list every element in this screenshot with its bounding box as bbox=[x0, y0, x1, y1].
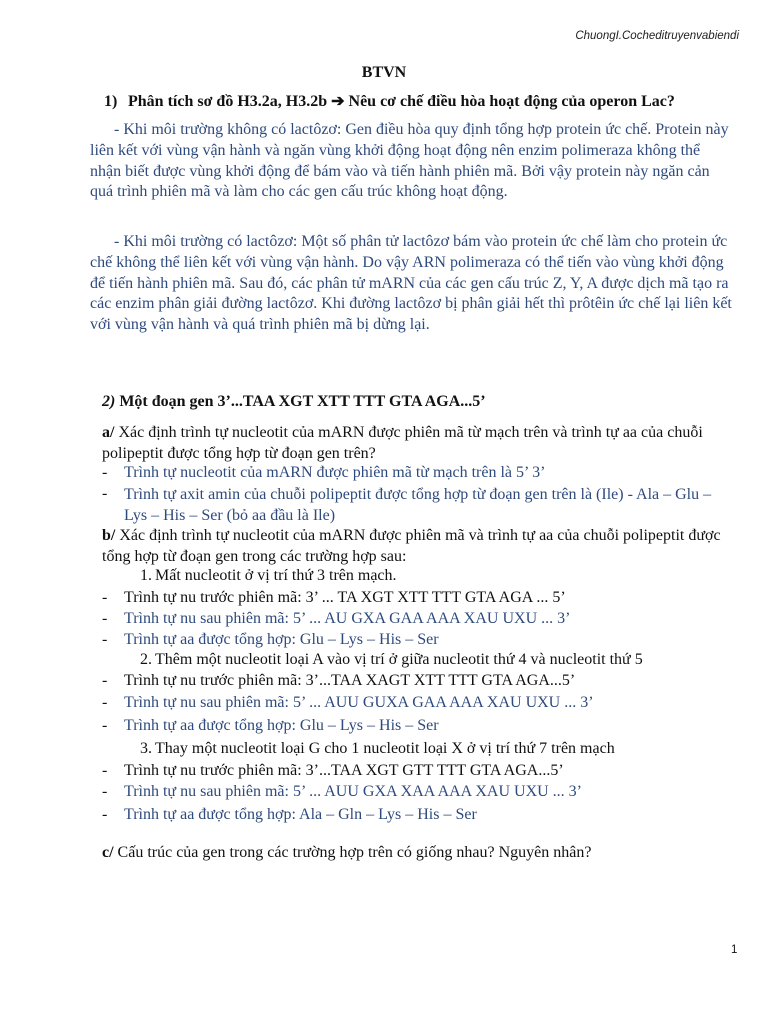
case-2-after: - Trình tự nu sau phiên mã: 5’ ... AUU GUXA GAA AAA XAU UXU ... 3’ bbox=[102, 694, 594, 711]
case-1-after: - Trình tự nu sau phiên mã: 5’ ... AU GXA GAA AAA XAU UXU ... 3’ bbox=[102, 610, 571, 627]
case-1-aa: - Trình tự aa được tổng hợp: Glu – Lys – His – Ser bbox=[102, 631, 439, 648]
case-3-aa: - Trình tự aa được tổng hợp: Ala – Gln – Lys – His – Ser bbox=[102, 806, 477, 823]
question-1-number: 1) bbox=[104, 93, 118, 110]
case-1-title: 1. Mất nucleotit ở vị trí thứ 3 trên mạch. bbox=[140, 567, 397, 584]
case-2-title: 2. Thêm một nucleotit loại A vào vị trí ở giữa nucleotit thứ 4 và nucleotit thứ 5 bbox=[140, 651, 643, 668]
answer-1-paragraph-1: - Khi môi trường không có lactôzơ: Gen điều hòa quy định tổng hợp protein ức chế. Protein này liên kết với vùng vận hành và ngăn vùng khởi động hoạt động nên enzim polimeraza không thể nhận biết được vùng khởi động để bám vào và tiến hành phiên mã. Bởi vậy protein này ngăn cản quá trình phiên mã và làm cho các gen cấu trúc không hoạt động. bbox=[90, 121, 729, 201]
case-3-title: 3. Thay một nucleotit loại G cho 1 nucleotit loại X ở vị trí thứ 7 trên mạch bbox=[140, 740, 615, 757]
running-header: ChuongI.Cocheditruyenvabiendi bbox=[575, 30, 739, 42]
case-1-before: - Trình tự nu trước phiên mã: 3’ ... TA XGT XTT TTT GTA AGA ... 5’ bbox=[102, 589, 566, 606]
question-2-text: Một đoạn gen 3’...TAA XGT XTT TTT GTA AGA...5’ bbox=[119, 393, 486, 410]
part-c-question: c/ Cấu trúc của gen trong các trường hợp trên có giống nhau? Nguyên nhân? bbox=[102, 844, 592, 861]
case-3-after: - Trình tự nu sau phiên mã: 5’ ... AUU GXA XAA AAA XAU UXU ... 3’ bbox=[102, 783, 583, 800]
case-2-aa: - Trình tự aa được tổng hợp: Glu – Lys – His – Ser bbox=[102, 717, 439, 734]
part-b-question: b/ Xác định trình tự nucleotit của mARN được phiên mã và trình tự aa của chuỗi polipeptit được tổng hợp từ đoạn gen trong các trường hợp sau: bbox=[102, 527, 721, 565]
answer-1-paragraph-2: - Khi môi trường có lactôzơ: Một số phân tử lactôzơ bám vào protein ức chế làm cho protein ức chế không thể liên kết với vùng vận hành. Do vậy ARN polimeraza có thể tiến vào vùng khởi động để tiến hành phiên mã. Sau đó, các phân tử mARN của các gen cấu trúc Z, Y, A được dịch mã tạo ra các enzim phân giải đường lactôzơ. Khi đường lactôzơ bị phân giải hết thì prôtêin ức chế lại liên kết với vùng vận hành và quá trình phiên mã bị dừng lại. bbox=[90, 233, 732, 334]
part-a-answer-2: - Trình tự axit amin của chuỗi polipeptit được tổng hợp từ đoạn gen trên là (Ile) - Ala – Glu – Lys – His – Ser (bỏ aa đầu là Ile) bbox=[102, 485, 712, 524]
question-1 bbox=[104, 91, 675, 111]
question-2-number: 2) bbox=[102, 393, 116, 410]
question-2 bbox=[102, 393, 486, 411]
part-a-question: a/ Xác định trình tự nucleotit của mARN được phiên mã từ mạch trên và trình tự aa của chuỗi polipeptit được tổng hợp từ đoạn gen trên? bbox=[102, 424, 703, 462]
page-number: 1 bbox=[731, 944, 738, 956]
question-1-text: Phân tích sơ đồ H3.2a, H3.2b ➔ Nêu cơ chế điều hòa hoạt động của operon Lac? bbox=[128, 93, 675, 110]
page-title: BTVN bbox=[361, 64, 407, 81]
part-a-answer-1: - Trình tự nucleotit của mARN được phiên mã từ mạch trên là 5’ 3’ bbox=[102, 464, 546, 481]
case-2-before: - Trình tự nu trước phiên mã: 3’...TAA XAGT XTT TTT GTA AGA...5’ bbox=[102, 672, 576, 689]
case-3-before: - Trình tự nu trước phiên mã: 3’...TAA XGT GTT TTT GTA AGA...5’ bbox=[102, 762, 564, 779]
